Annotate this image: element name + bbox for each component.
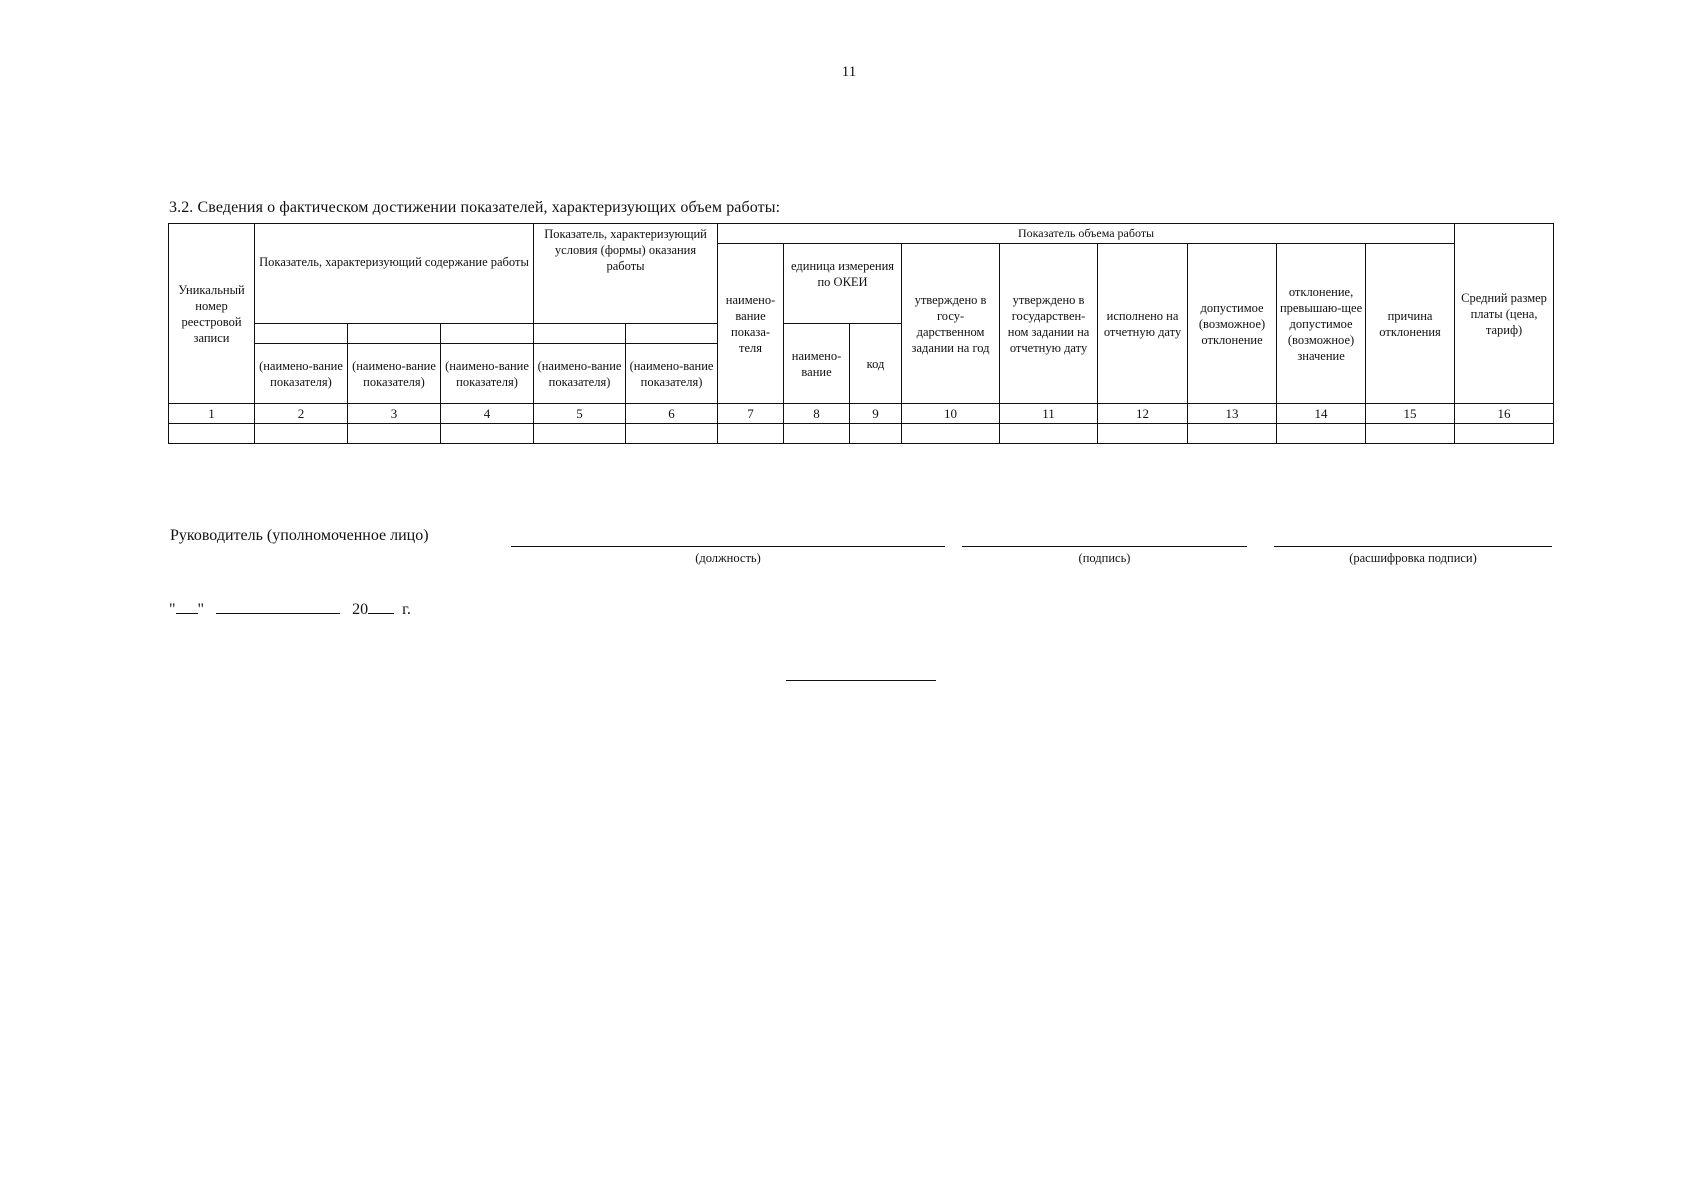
section-title: 3.2. Сведения о фактическом достижении показателей, характеризующих объем работы:: [169, 199, 781, 216]
table-cell: [902, 424, 1000, 444]
month-blank: [216, 598, 340, 614]
blank-header-cell: [534, 324, 626, 344]
header-indicator-name: наимено-вание показа-теля: [718, 244, 784, 404]
decoding-caption: (расшифровка подписи): [1349, 551, 1477, 565]
table-cell: [1188, 424, 1277, 444]
column-number: 15: [1366, 404, 1455, 424]
column-number: 7: [718, 404, 784, 424]
decoding-signature-line: [1274, 546, 1552, 547]
table-cell: [1000, 424, 1098, 444]
sub-header-indicator-name: (наимено-вание показателя): [348, 344, 441, 404]
day-close-quote: ": [197, 601, 205, 618]
header-unit-okei: единица измерения по ОКЕИ: [784, 244, 902, 324]
position-signature-line: [511, 546, 945, 547]
blank-header-cell: [255, 324, 348, 344]
column-number: 6: [626, 404, 718, 424]
column-number: 10: [902, 404, 1000, 424]
column-number: 12: [1098, 404, 1188, 424]
header-unit-code: код: [850, 324, 902, 404]
year-prefix: 20: [352, 601, 369, 618]
header-executed-report-date: исполнено на отчетную дату: [1098, 244, 1188, 404]
header-deviation-reason: причина отклонения: [1366, 244, 1455, 404]
blank-header-cell: [348, 324, 441, 344]
day-blank: [176, 598, 198, 614]
table-cell: [255, 424, 348, 444]
header-approved-report-date: утверждено в государствен-ном задании на отчетную дату: [1000, 244, 1098, 404]
header-exceeding-deviation: отклонение, превышаю-щее допустимое (возможное) значение: [1277, 244, 1366, 404]
header-allowed-deviation: допустимое (возможное) отклонение: [1188, 244, 1277, 404]
sub-header-indicator-name: (наимено-вание показателя): [626, 344, 718, 404]
table-cell: [1277, 424, 1366, 444]
signer-label: Руководитель (уполномоченное лицо): [170, 527, 429, 544]
work-volume-table: [168, 223, 1554, 444]
header-approved-year: утверждено в госу-дарственном задании на год: [902, 244, 1000, 404]
table-cell: [1366, 424, 1455, 444]
table-cell: [441, 424, 534, 444]
column-number: 13: [1188, 404, 1277, 424]
day-open-quote: ": [169, 601, 176, 618]
year-blank: [368, 598, 394, 614]
table-cell: [169, 424, 255, 444]
table-cell: [626, 424, 718, 444]
header-unique-number: Уникальный номер реестровой записи: [169, 224, 255, 404]
column-number: 8: [784, 404, 850, 424]
header-volume-indicator: Показатель объема работы: [718, 224, 1455, 244]
column-number: 3: [348, 404, 441, 424]
table-cell: [850, 424, 902, 444]
footer-rule: [786, 680, 936, 681]
position-caption: (должность): [695, 551, 761, 565]
column-number: 9: [850, 404, 902, 424]
column-number: 2: [255, 404, 348, 424]
table-cell: [718, 424, 784, 444]
header-content-indicator: Показатель, характеризующий содержание работы: [255, 224, 534, 324]
table-cell: [534, 424, 626, 444]
signature-line: [962, 546, 1247, 547]
table-cell: [1098, 424, 1188, 444]
year-suffix: г.: [402, 601, 411, 618]
sub-header-indicator-name: (наимено-вание показателя): [441, 344, 534, 404]
blank-header-cell: [441, 324, 534, 344]
page-number: 11: [841, 64, 857, 80]
column-number: 16: [1455, 404, 1554, 424]
column-number: 1: [169, 404, 255, 424]
blank-header-cell: [626, 324, 718, 344]
signature-caption: (подпись): [1078, 551, 1131, 565]
header-average-fee: Средний размер платы (цена, тариф): [1455, 224, 1554, 404]
table-cell: [784, 424, 850, 444]
sub-header-indicator-name: (наимено-вание показателя): [534, 344, 626, 404]
column-number: 11: [1000, 404, 1098, 424]
sub-header-indicator-name: (наимено-вание показателя): [255, 344, 348, 404]
column-number: 14: [1277, 404, 1366, 424]
header-conditions-indicator: Показатель, характеризующий условия (формы) оказания работы: [534, 224, 718, 324]
table-cell: [1455, 424, 1554, 444]
column-number: 5: [534, 404, 626, 424]
date-row: [169, 598, 411, 619]
header-unit-name: наимено-вание: [784, 324, 850, 404]
table-cell: [348, 424, 441, 444]
column-number: 4: [441, 404, 534, 424]
